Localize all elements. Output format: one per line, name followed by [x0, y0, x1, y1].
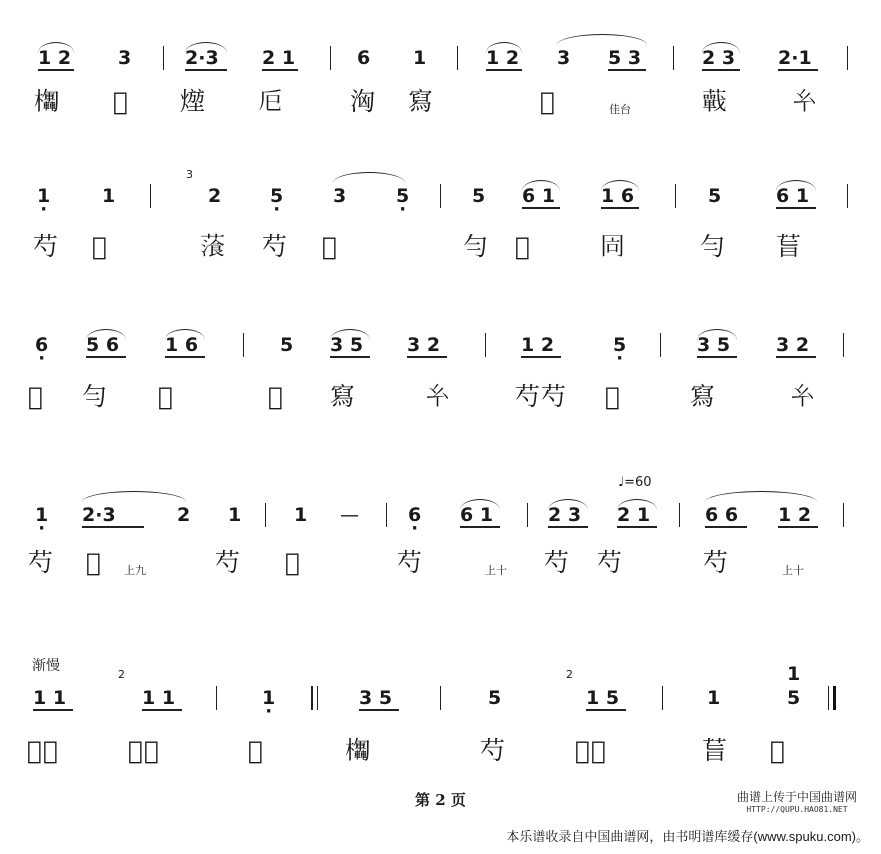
- barline: [673, 46, 674, 70]
- note: 2 1: [262, 47, 296, 69]
- tablature: 上十: [485, 564, 507, 577]
- tablature: 芍: [597, 548, 624, 577]
- underline: [776, 356, 816, 358]
- barline: [485, 333, 486, 357]
- note: 1 6: [165, 334, 199, 356]
- tablature: 𠕑: [600, 232, 627, 261]
- note: 5: [787, 687, 801, 709]
- barline: [662, 686, 663, 710]
- tablature: 寫: [408, 87, 435, 116]
- barline: [386, 503, 387, 527]
- note: 6: [357, 47, 371, 69]
- barline: [847, 46, 848, 70]
- slur: [82, 491, 186, 502]
- tablature: 寫: [330, 382, 357, 411]
- tablature: 𦹗芍: [575, 736, 608, 765]
- barline: [150, 184, 151, 208]
- tablature: 上九: [124, 564, 146, 577]
- barline: [440, 686, 441, 710]
- slur: [601, 180, 639, 191]
- note: 1 2: [778, 504, 812, 526]
- tablature: 芍: [33, 232, 60, 261]
- barline: [527, 503, 528, 527]
- underline: [486, 69, 522, 71]
- slur: [333, 172, 405, 183]
- note: 2·1: [778, 47, 812, 69]
- tablature: 芍芍: [515, 382, 568, 411]
- note: 1: [228, 504, 242, 526]
- tablature: 芍: [703, 548, 730, 577]
- barline: [660, 333, 661, 357]
- tablature: 芍: [215, 548, 242, 577]
- underline: [142, 709, 182, 711]
- tablature: 𠃧芍: [27, 736, 60, 765]
- tablature: 𣷤: [28, 382, 45, 411]
- barline: [675, 184, 676, 208]
- note: 1 6: [601, 185, 635, 207]
- tablature: 𠃧: [248, 736, 265, 765]
- tablature: 芍: [28, 548, 55, 577]
- note: 6 ·: [408, 505, 421, 525]
- tablature: 勻: [700, 232, 727, 261]
- note: 1 5: [586, 687, 620, 709]
- tablature: 𢆯: [790, 382, 817, 411]
- note: 1: [294, 504, 308, 526]
- note: 2 3: [548, 504, 582, 526]
- grace-note: 3: [186, 168, 193, 181]
- underline: [617, 526, 657, 528]
- dash: —: [340, 504, 359, 526]
- tablature: 𣡹: [113, 87, 130, 116]
- tablature: 𦮂: [776, 232, 803, 261]
- note: 3: [333, 185, 347, 207]
- underline: [330, 356, 370, 358]
- tablature: 𦮂: [702, 736, 729, 765]
- barline: [457, 46, 458, 70]
- tablature: 𤍣: [180, 87, 207, 116]
- double-barline: [311, 686, 313, 710]
- slur: [617, 499, 657, 510]
- slur: [557, 34, 647, 45]
- note: 1 ·: [35, 505, 48, 525]
- tablature: 𧂁: [702, 87, 729, 116]
- note: 3 2: [407, 334, 441, 356]
- slur: [460, 499, 500, 510]
- stamp-line-2: HTTP://QUPU.HAO81.NET: [746, 805, 848, 814]
- note: 6 6: [705, 504, 739, 526]
- note: 3 5: [330, 334, 364, 356]
- tempo-text: 渐慢: [32, 658, 60, 674]
- tablature: 勻: [82, 382, 109, 411]
- barline: [265, 503, 266, 527]
- note: 6 ·: [35, 335, 48, 355]
- tablature: 𢆯: [792, 87, 819, 116]
- barline: [847, 184, 848, 208]
- barline: [843, 503, 844, 527]
- tablature: 勻: [463, 232, 490, 261]
- underline: [702, 69, 740, 71]
- underline: [460, 526, 500, 528]
- note: 3: [557, 47, 571, 69]
- tablature: 𣡴: [34, 87, 61, 116]
- note: 1: [707, 687, 721, 709]
- underline: [86, 356, 126, 358]
- slur: [165, 329, 205, 340]
- note: 5: [280, 334, 294, 356]
- note: 2 1: [617, 504, 651, 526]
- note: 5 ·: [396, 186, 409, 206]
- slur: [548, 499, 588, 510]
- final-barline: [833, 686, 836, 710]
- tablature: 𠃧: [605, 382, 622, 411]
- tablature: 𠃧: [285, 548, 302, 577]
- underline: [601, 207, 639, 209]
- underline: [262, 69, 298, 71]
- note: 1: [413, 47, 427, 69]
- note: 1 1: [142, 687, 176, 709]
- barline: [243, 333, 244, 357]
- tablature: 𣷤: [515, 232, 532, 261]
- tablature: 寫: [690, 382, 717, 411]
- note: 6 1: [776, 185, 810, 207]
- grace-note: 2: [566, 668, 573, 681]
- note: 5 6: [86, 334, 120, 356]
- tablature: 芍: [544, 548, 571, 577]
- watermark-stamp: [733, 788, 861, 814]
- tablature: 𠃧: [268, 382, 285, 411]
- tempo-marking: ♩=60: [618, 475, 652, 490]
- underline: [548, 526, 588, 528]
- note: 1 ·: [262, 688, 275, 708]
- underline: [778, 526, 818, 528]
- tablature: 芍: [397, 548, 424, 577]
- underline: [38, 69, 74, 71]
- note: 1 2: [521, 334, 555, 356]
- slur: [38, 42, 74, 53]
- barline: [216, 686, 217, 710]
- slur: [330, 329, 370, 340]
- note: 2 3: [702, 47, 736, 69]
- note: 1: [102, 185, 116, 207]
- underline: [608, 69, 646, 71]
- double-barline: [317, 686, 318, 710]
- underline: [586, 709, 626, 711]
- underline: [407, 356, 447, 358]
- note: 6 1: [522, 185, 556, 207]
- note: 2: [208, 185, 222, 207]
- tablature: 上十: [782, 564, 804, 577]
- slur: [86, 329, 126, 340]
- note: 1 1: [33, 687, 67, 709]
- tablature: 𦹗: [158, 382, 175, 411]
- source-note: 本乐谱收录自中国曲谱网，由书明谱库缓存(www.spuku.com)。: [506, 829, 869, 844]
- tablature: 𣡹: [770, 736, 787, 765]
- final-barline: [828, 686, 829, 710]
- note: 3: [118, 47, 132, 69]
- tablature: 𦻂: [200, 232, 227, 261]
- slur: [702, 42, 740, 53]
- tablature: 芍: [480, 736, 507, 765]
- note: 5: [472, 185, 486, 207]
- tablature: 𢆯: [425, 382, 452, 411]
- barline: [330, 46, 331, 70]
- tablature: 𠀉: [322, 232, 339, 261]
- tablature: 佳台: [609, 103, 631, 116]
- tablature: 芍: [262, 232, 289, 261]
- barline: [679, 503, 680, 527]
- tablature: 洶: [350, 87, 377, 116]
- note: 3 5: [697, 334, 731, 356]
- note: 2·3: [82, 504, 116, 526]
- underline: [33, 709, 73, 711]
- note: 5 ·: [270, 186, 283, 206]
- underline: [185, 69, 227, 71]
- stamp-line-1: 曲谱上传于中国曲谱网: [736, 790, 857, 804]
- underline: [522, 207, 560, 209]
- note: 3 5: [359, 687, 393, 709]
- note: 2: [177, 504, 191, 526]
- barline: [440, 184, 441, 208]
- underline: [697, 356, 737, 358]
- tablature: 𠃧: [86, 548, 103, 577]
- note: 6 1: [460, 504, 494, 526]
- slur: [522, 180, 560, 191]
- note: 1 2: [486, 47, 520, 69]
- slur: [486, 42, 522, 53]
- note: 5 ·: [613, 335, 626, 355]
- underline: [359, 709, 399, 711]
- slur: [185, 42, 227, 53]
- grace-note: 2: [118, 668, 125, 681]
- tablature: 𠀉: [92, 232, 109, 261]
- note: 3 2: [776, 334, 810, 356]
- note: 5: [708, 185, 722, 207]
- underline: [705, 526, 747, 528]
- note: 1 ·: [37, 186, 50, 206]
- underline: [82, 526, 144, 528]
- note: 1 2: [38, 47, 72, 69]
- slur: [776, 180, 816, 191]
- barline: [843, 333, 844, 357]
- underline: [165, 356, 205, 358]
- note: 1: [787, 663, 801, 685]
- tablature: 𦹗芍: [128, 736, 161, 765]
- underline: [778, 69, 818, 71]
- note: 5 3: [608, 47, 642, 69]
- underline: [776, 207, 816, 209]
- page-number: 第 2 页: [415, 791, 466, 809]
- slur: [697, 329, 737, 340]
- note: 2·3: [185, 47, 219, 69]
- underline: [521, 356, 561, 358]
- barline: [163, 46, 164, 70]
- note: 5: [488, 687, 502, 709]
- tablature: 𢀴: [258, 87, 285, 116]
- tablature: 𣡹: [540, 87, 557, 116]
- tablature: 𣡴: [345, 736, 372, 765]
- slur: [705, 491, 817, 502]
